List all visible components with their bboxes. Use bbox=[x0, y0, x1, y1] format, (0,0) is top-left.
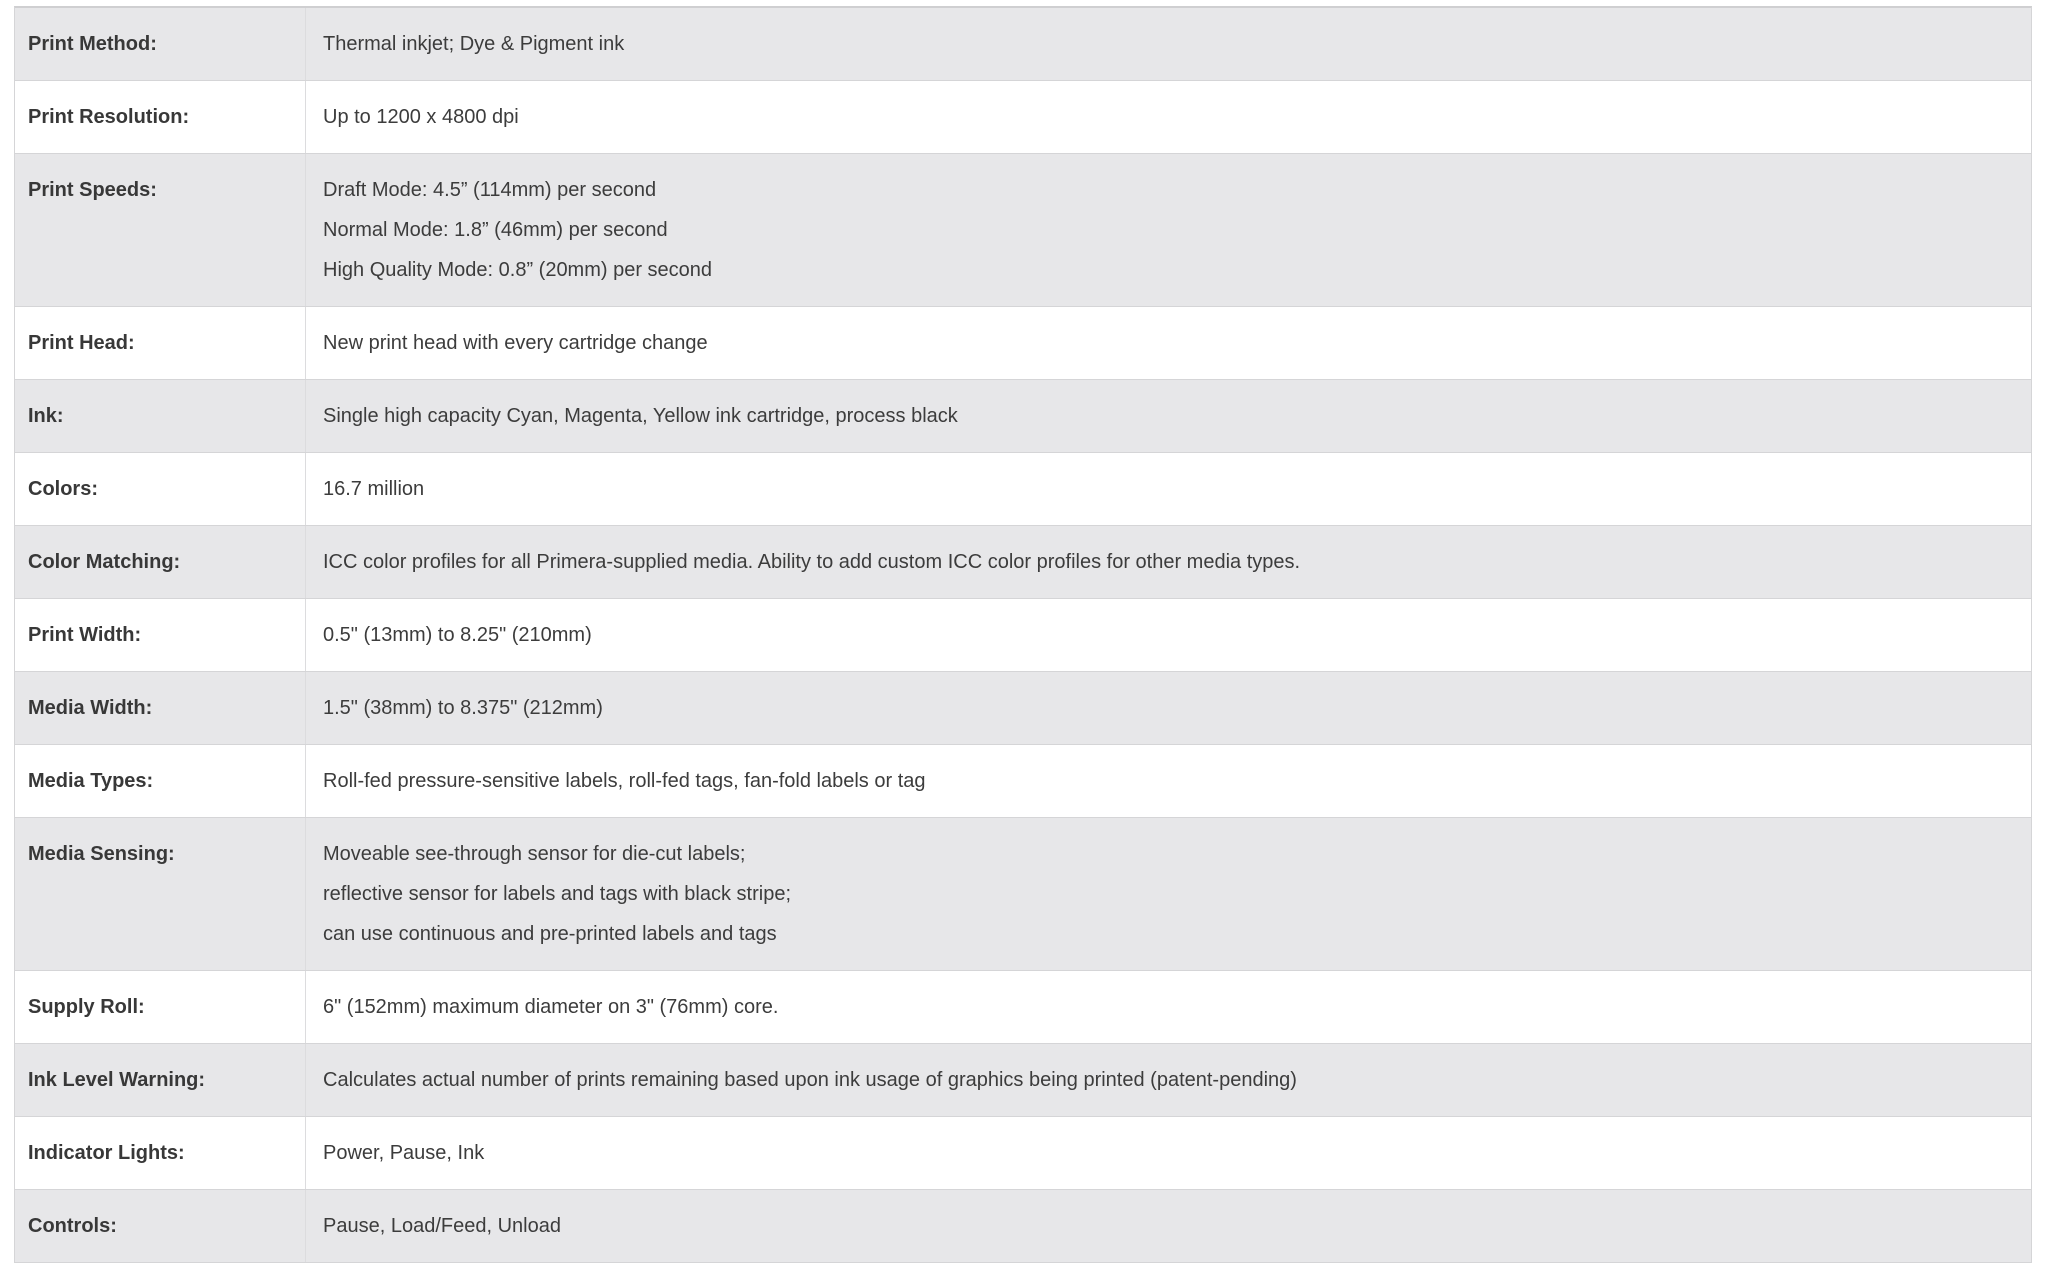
spec-row bbox=[15, 307, 2031, 380]
spec-value-line: Normal Mode: 1.8” (46mm) per second bbox=[323, 219, 668, 241]
spec-value-line: High Quality Mode: 0.8” (20mm) per second bbox=[323, 259, 713, 281]
spec-label: Supply Roll: bbox=[15, 971, 306, 1043]
spec-value-line: Roll-fed pressure-sensitive labels, roll-fed tags, fan-fold labels or tag bbox=[323, 770, 926, 792]
spec-row bbox=[15, 81, 2031, 154]
spec-row bbox=[15, 1190, 2031, 1263]
spec-value-line: ICC color profiles for all Primera-supplied media. Ability to add custom ICC color profiles for other media types. bbox=[323, 551, 1301, 573]
spec-value bbox=[306, 8, 2031, 80]
printer-spec-table bbox=[14, 6, 2032, 1263]
spec-value-line: Calculates actual number of prints remaining based upon ink usage of graphics being printed (patent-pending) bbox=[323, 1069, 1297, 1091]
spec-value bbox=[306, 599, 2031, 671]
spec-label: Media Sensing: bbox=[15, 818, 306, 970]
spec-label: Ink Level Warning: bbox=[15, 1044, 306, 1116]
spec-value-line: 1.5" (38mm) to 8.375" (212mm) bbox=[323, 697, 603, 719]
spec-value bbox=[306, 818, 2031, 970]
spec-value-line: Up to 1200 x 4800 dpi bbox=[323, 106, 519, 128]
spec-label: Print Width: bbox=[15, 599, 306, 671]
spec-value bbox=[306, 971, 2031, 1043]
spec-row bbox=[15, 971, 2031, 1044]
spec-value bbox=[306, 672, 2031, 744]
spec-label: Media Types: bbox=[15, 745, 306, 817]
spec-label: Print Method: bbox=[15, 8, 306, 80]
spec-row bbox=[15, 672, 2031, 745]
spec-row bbox=[15, 8, 2031, 81]
spec-row bbox=[15, 745, 2031, 818]
spec-label: Print Speeds: bbox=[15, 154, 306, 306]
spec-value bbox=[306, 1117, 2031, 1189]
spec-label: Controls: bbox=[15, 1190, 306, 1262]
spec-label: Ink: bbox=[15, 380, 306, 452]
spec-row bbox=[15, 453, 2031, 526]
spec-row bbox=[15, 818, 2031, 971]
spec-value bbox=[306, 307, 2031, 379]
spec-value-line: 16.7 million bbox=[323, 478, 425, 500]
spec-label: Indicator Lights: bbox=[15, 1117, 306, 1189]
spec-value bbox=[306, 453, 2031, 525]
spec-row bbox=[15, 526, 2031, 599]
spec-value-line: 6" (152mm) maximum diameter on 3" (76mm) core. bbox=[323, 996, 779, 1018]
spec-label: Media Width: bbox=[15, 672, 306, 744]
spec-value bbox=[306, 1190, 2031, 1262]
spec-value bbox=[306, 1044, 2031, 1116]
spec-value bbox=[306, 526, 2031, 598]
spec-value-line: can use continuous and pre-printed labels and tags bbox=[323, 923, 777, 945]
spec-value bbox=[306, 154, 2031, 306]
spec-row bbox=[15, 1044, 2031, 1117]
spec-value-line: Moveable see-through sensor for die-cut labels; bbox=[323, 843, 746, 865]
spec-value-line: Single high capacity Cyan, Magenta, Yellow ink cartridge, process black bbox=[323, 405, 958, 427]
spec-value-line: Power, Pause, Ink bbox=[323, 1142, 485, 1164]
spec-label: Print Resolution: bbox=[15, 81, 306, 153]
spec-value bbox=[306, 380, 2031, 452]
spec-row bbox=[15, 154, 2031, 307]
spec-row bbox=[15, 599, 2031, 672]
spec-value-line: New print head with every cartridge change bbox=[323, 332, 708, 354]
spec-value-line: reflective sensor for labels and tags with black stripe; bbox=[323, 883, 791, 905]
spec-value-line: Pause, Load/Feed, Unload bbox=[323, 1215, 561, 1237]
spec-label: Colors: bbox=[15, 453, 306, 525]
spec-row bbox=[15, 1117, 2031, 1190]
spec-value-line: Thermal inkjet; Dye & Pigment ink bbox=[323, 33, 625, 55]
spec-label: Color Matching: bbox=[15, 526, 306, 598]
spec-row bbox=[15, 380, 2031, 453]
spec-value bbox=[306, 81, 2031, 153]
spec-value-line: Draft Mode: 4.5” (114mm) per second bbox=[323, 179, 657, 201]
spec-value-line: 0.5" (13mm) to 8.25" (210mm) bbox=[323, 624, 592, 646]
spec-value bbox=[306, 745, 2031, 817]
spec-label: Print Head: bbox=[15, 307, 306, 379]
